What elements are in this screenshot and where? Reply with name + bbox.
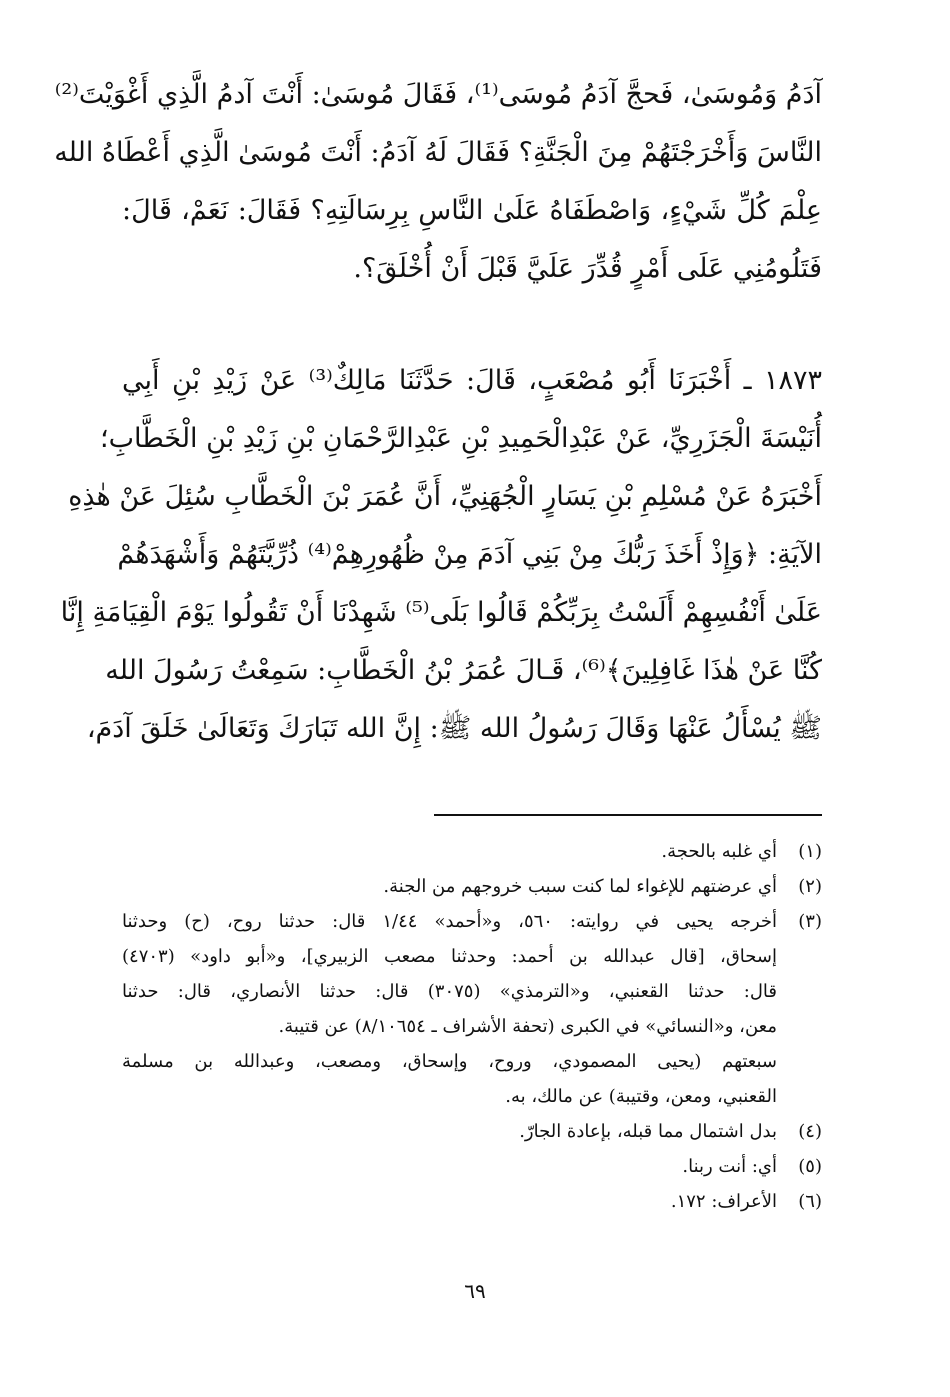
footnote-text: إسحاق، [قال عبدالله بن أحمد: وحدثنا مصعب الزبيري]، و«أبو داود» (٤٧٠٣) bbox=[122, 946, 777, 967]
footnote-text: القعنبي، ومعن، وقتيبة) عن مالك، به. bbox=[505, 1086, 777, 1107]
text-line: ﷺ يُسْأَلُ عَنْهَا وَقَالَ رَسُولُ الله ﷺ: إِنَّ الله تَبَارَكَ وَتَعَالَىٰ خَلَقَ آدَمَ، bbox=[86, 713, 822, 744]
footnote-number: (١) bbox=[798, 841, 822, 862]
footnote-number: (٤) bbox=[798, 1121, 822, 1142]
footnote-item bbox=[122, 1184, 822, 1219]
footnote-continuation bbox=[122, 1044, 822, 1114]
hadith-paragraph-1873 bbox=[60, 352, 822, 758]
footnotes bbox=[122, 834, 822, 1219]
footnote-text: أي: أنت ربنا. bbox=[682, 1156, 777, 1177]
footnote-item bbox=[122, 1114, 822, 1149]
text-line: أُنَيْسَةَ الْجَزَرِيِّ، عَنْ عَبْدِالْحَمِيدِ بْنِ عَبْدِالرَّحْمَانِ بْنِ زَيْدِ بْنِ الْخَطَّابِ؛ bbox=[100, 423, 822, 454]
footnote-number: (٣) bbox=[798, 911, 822, 932]
text-line: ١٨٧٣ ـ أَخْبَرَنَا أَبُو مُصْعَبٍ، قَالَ: حَدَّثَنَا مَالِكٌ⁽³⁾ عَنْ زَيْدِ بْنِ أَبِي bbox=[122, 365, 822, 396]
text-line: أَخْبَرَهُ عَنْ مُسْلِمِ بْنِ يَسَارٍ الْجُهَنِيِّ، أَنَّ عُمَرَ بْنَ الْخَطَّابِ سُئِلَ عَنْ هٰذِهِ bbox=[68, 481, 822, 512]
text-line: عَلَىٰ أَنْفُسِهِمْ أَلَسْتُ بِرَبِّكُمْ قَالُوا بَلَى⁽⁵⁾ شَهِدْنَا أَنْ تَقُولُوا يَوْمَ الْقِيَامَةِ إِنَّا bbox=[60, 597, 822, 628]
footnote-item bbox=[122, 904, 822, 1044]
footnote-text: معن، و«النسائي» في الكبرى (تحفة الأشراف ـ ٨/١٠٦٥٤) عن قتيبة. bbox=[278, 1016, 777, 1037]
footnote-number: (٢) bbox=[798, 876, 822, 897]
footnote-separator bbox=[434, 814, 822, 816]
footnote-text: سبعتهم (يحيى المصمودي، وروح، وإسحاق، ومصعب، وعبدالله بن مسلمة bbox=[122, 1051, 777, 1072]
text-line: فَتَلُومُنِي عَلَى أَمْرٍ قُدِّرَ عَلَيَّ قَبْلَ أَنْ أُخْلَقَ؟. bbox=[353, 253, 822, 284]
hadith-paragraph-continuation bbox=[54, 66, 822, 298]
footnote-number: (٦) bbox=[798, 1191, 822, 1212]
text-line: الآيَةِ: ﴿وَإِذْ أَخَذَ رَبُّكَ مِنْ بَنِي آدَمَ مِنْ ظُهُورِهِمْ⁽⁴⁾ ذُرِّيَّتَهُمْ وَأَشْهَدَهُمْ bbox=[117, 539, 822, 570]
footnote-text: بدل اشتمال مما قبله، بإعادة الجارّ. bbox=[519, 1121, 777, 1142]
text-line: كُنَّا عَنْ هٰذَا غَافِلِينَ﴾⁽⁶⁾، قَـالَ عُمَرُ بْنُ الْخَطَّابِ: سَمِعْتُ رَسُولَ الله bbox=[105, 655, 822, 686]
text-line: آدَمُ وَمُوسَىٰ، فَحجَّ آدَمُ مُوسَى⁽¹⁾، فَقَالَ مُوسَىٰ: أَنْتَ آدمُ الَّذِي أَغْوَيْتَ⁽²⁾ bbox=[54, 79, 822, 110]
footnote-text: قال: حدثنا القعنبي، و«الترمذي» (٣٠٧٥) قال: حدثنا الأنصاري، قال: حدثنا bbox=[122, 981, 777, 1002]
footnote-item bbox=[122, 1149, 822, 1184]
footnote-text: أي عرضتهم للإغواء لما كنت سبب خروجهم من الجنة. bbox=[383, 876, 777, 897]
footnote-item bbox=[122, 834, 822, 869]
footnote-text: الأعراف: ١٧٢. bbox=[670, 1191, 777, 1212]
page-number: ٦٩ bbox=[464, 1279, 486, 1303]
footnote-text: أي غلبه بالحجة. bbox=[661, 841, 777, 862]
text-line: النَّاسَ وَأَخْرَجْتَهُمْ مِنَ الْجَنَّةِ؟ فَقَالَ لَهُ آدَمُ: أَنْتَ مُوسَىٰ الَّذِي أَعْطَاهُ الله bbox=[54, 137, 822, 168]
footnote-number: (٥) bbox=[798, 1156, 822, 1177]
footnote-text: أخرجه يحيى في روايته: ٥٦٠، و«أحمد» ١/٤٤ قال: حدثنا روح، (ح) وحدثنا bbox=[122, 911, 778, 932]
text-line: عِلْمَ كُلِّ شَيْءٍ، وَاصْطَفَاهُ عَلَىٰ النَّاسِ بِرِسَالَتِهِ؟ فَقَالَ: نَعَمْ، قَالَ: bbox=[122, 195, 822, 226]
footnote-item bbox=[122, 869, 822, 904]
